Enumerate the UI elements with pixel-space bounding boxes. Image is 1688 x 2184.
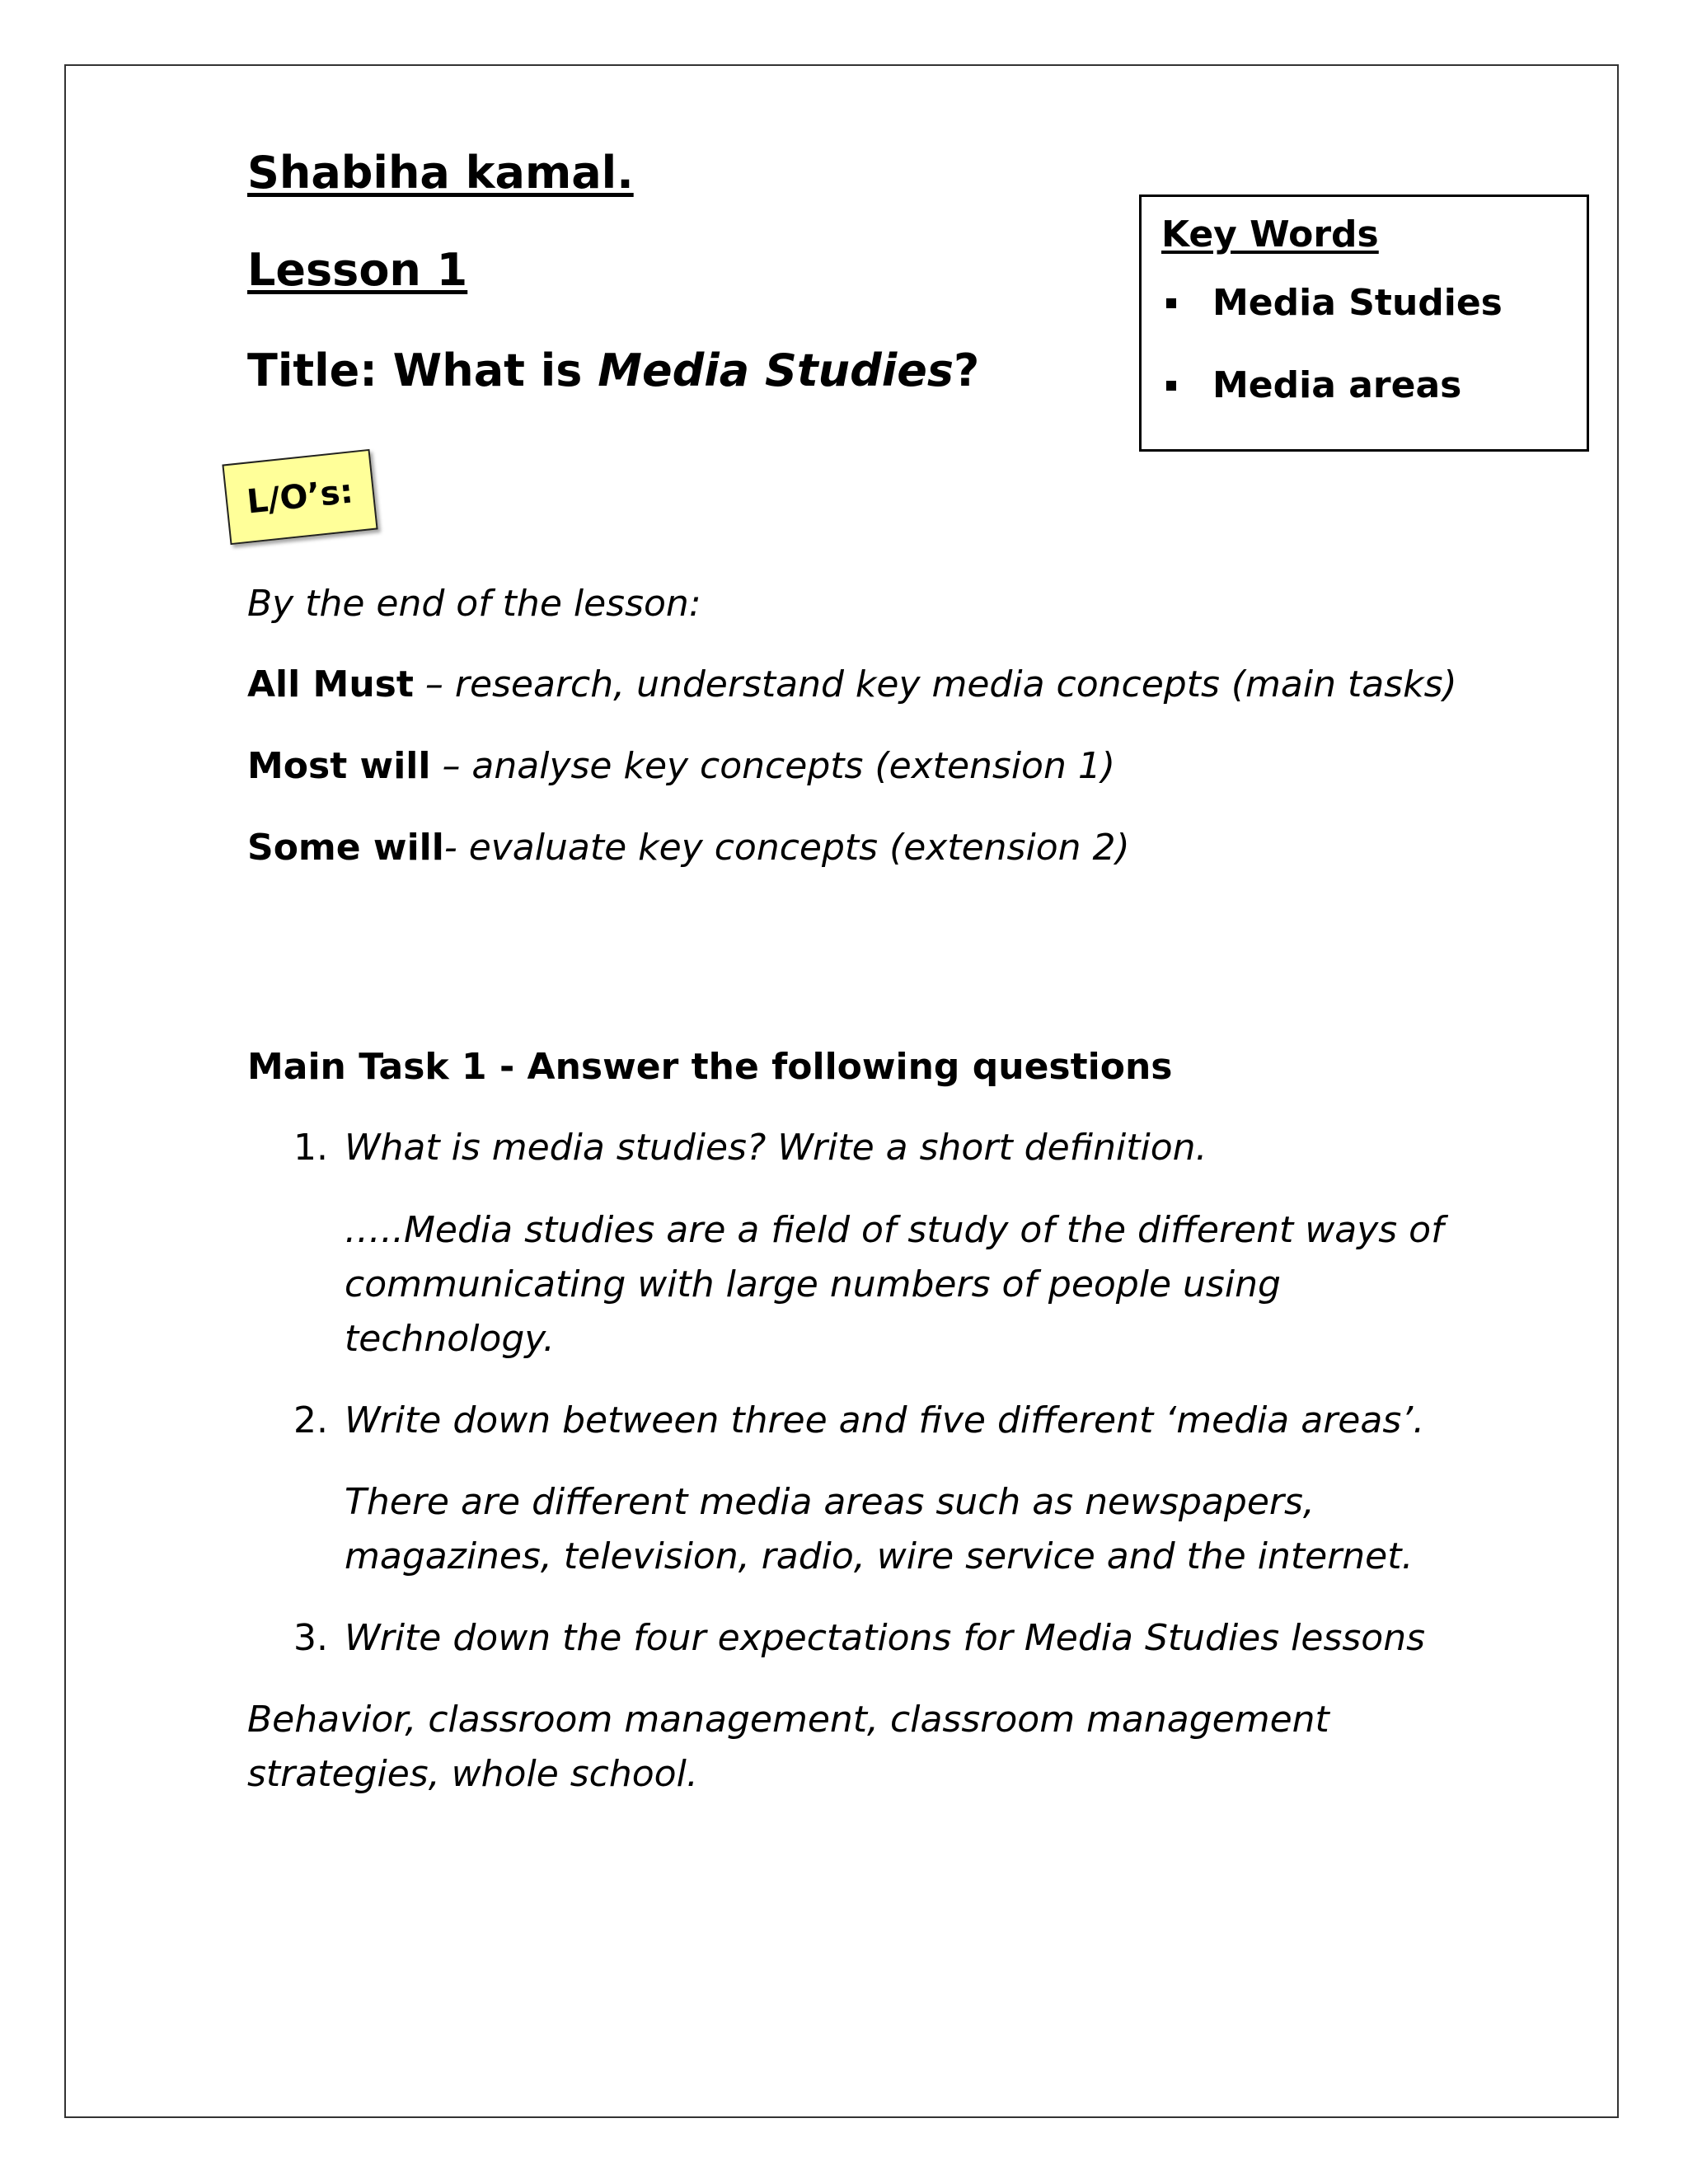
objective-description: - evaluate key concepts (extension 2) <box>443 827 1130 869</box>
objective-description: – research, understand key media concepts (main tasks) <box>413 663 1457 705</box>
key-words-list <box>1161 280 1567 409</box>
lesson-number: Lesson 1 <box>247 244 468 296</box>
square-bullet-icon <box>1166 381 1176 391</box>
key-word-item <box>1161 363 1567 409</box>
question-number: 2. <box>293 1399 328 1441</box>
answer-text <box>345 1475 1498 1584</box>
closing-answer <box>247 1693 1329 1802</box>
objective-description: – analyse key concepts (extension 1) <box>430 745 1115 787</box>
objective-level: Most will <box>247 745 431 787</box>
answer-text <box>345 1203 1498 1366</box>
objective-all-must <box>247 658 1457 712</box>
question-number: 3. <box>293 1617 328 1659</box>
answer-line: …..Media studies are a field of study of the different ways of <box>345 1209 1444 1251</box>
key-words-heading: Key Words <box>1161 213 1379 255</box>
learning-objectives-label: L/O’s: <box>245 472 355 522</box>
learning-objectives-sticky-note <box>222 449 377 545</box>
title-emphasis: Media Studies <box>598 344 954 396</box>
objective-level: All Must <box>247 663 414 705</box>
key-word-label: Media areas <box>1212 364 1462 406</box>
question-text: Write down the four expectations for Media Studies lessons <box>345 1617 1426 1659</box>
title-suffix: ? <box>954 344 980 396</box>
key-word-item <box>1161 280 1567 326</box>
answer-line: There are different media areas such as newspapers, <box>345 1481 1315 1523</box>
objective-some-will <box>247 821 1130 875</box>
answer-line: communicating with large numbers of people using <box>345 1263 1281 1305</box>
answer-line: strategies, whole school. <box>247 1753 698 1795</box>
question-text: What is media studies? Write a short definition. <box>345 1127 1207 1169</box>
square-bullet-icon <box>1166 298 1176 308</box>
answer-line: technology. <box>345 1318 555 1360</box>
lesson-title <box>247 344 979 396</box>
key-word-label: Media Studies <box>1212 282 1503 324</box>
title-prefix: Title: What is <box>247 344 598 396</box>
student-name: Shabiha kamal. <box>247 147 634 199</box>
objectives-intro: By the end of the lesson: <box>247 583 701 625</box>
question-number: 1. <box>293 1127 328 1169</box>
objective-most-will <box>247 739 1115 794</box>
key-words-box <box>1139 194 1589 452</box>
main-task-heading: Main Task 1 - Answer the following questions <box>247 1046 1173 1088</box>
objective-level: Some will <box>247 827 444 869</box>
answer-line: Behavior, classroom management, classroom management <box>247 1699 1329 1741</box>
question-text: Write down between three and five different ‘media areas’. <box>345 1399 1425 1441</box>
answer-line: magazines, television, radio, wire service and the internet. <box>345 1535 1414 1577</box>
